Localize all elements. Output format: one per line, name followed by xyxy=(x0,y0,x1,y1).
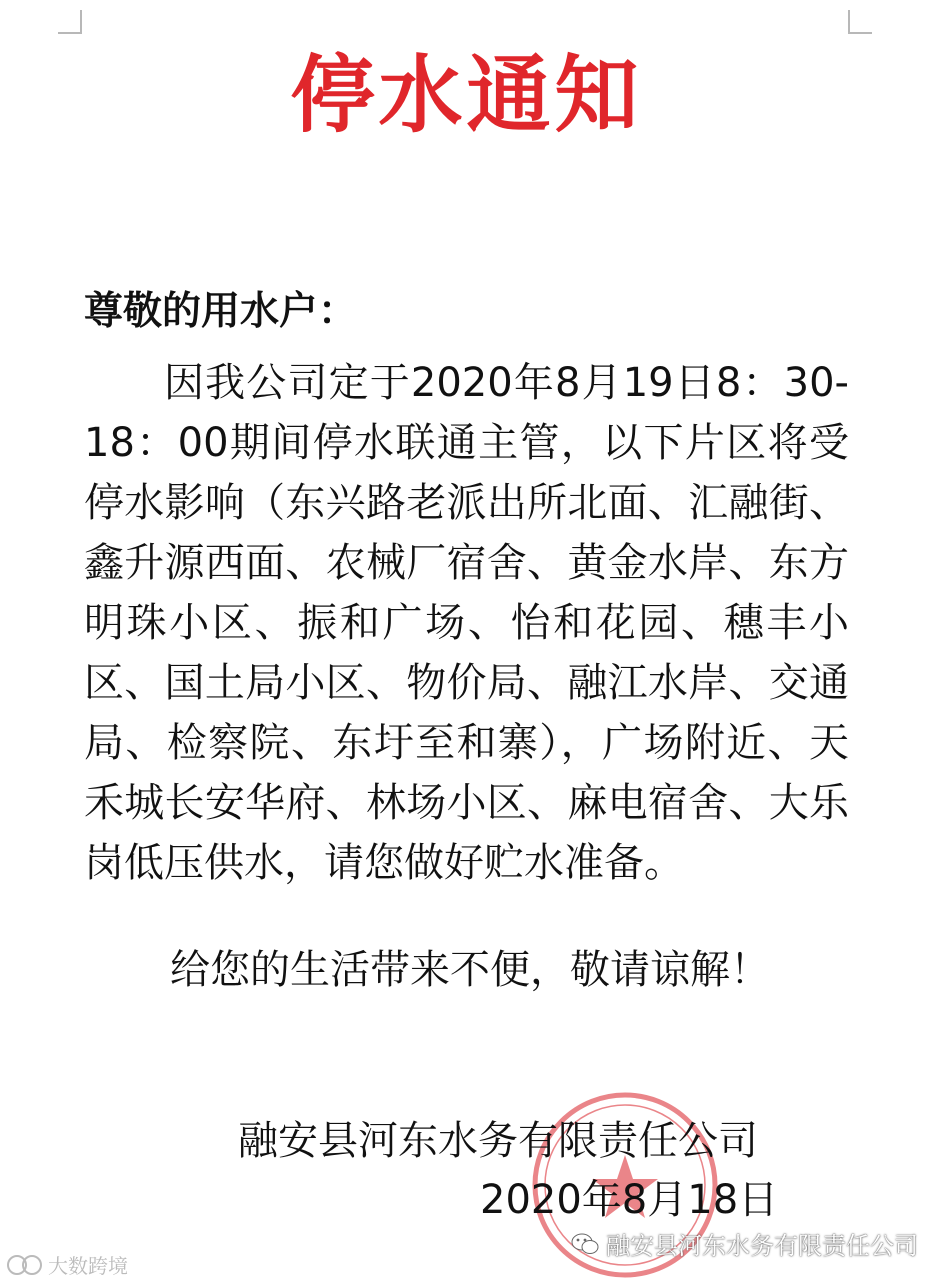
chat-bubbles-icon xyxy=(6,1254,44,1276)
page-corner-mark-left xyxy=(58,10,82,34)
wechat-icon xyxy=(570,1231,600,1257)
page-corner-mark-right xyxy=(848,10,872,34)
notice-title: 停水通知 xyxy=(290,46,643,144)
watermark-left-text: 大数跨境 xyxy=(48,1254,128,1278)
notice-body: 因我公司定于2020年8月19日8：30-18：00期间停水联通主管，以下片区将受停水影响（东兴路老派出所北面、汇融街、鑫升源西面、农械厂宿舍、黄金水岸、东方明珠小区、振和广场、怡和花园、穗丰小区、国土局小区、物价局、融江水岸、交通局、检察院、东圩至和寨），广场附近、天禾城长安华府、林场小区、麻电宿舍、大乐岗低压供水，请您做好贮水准备。 xyxy=(84,360,849,886)
notice-greeting: 尊敬的用水户： xyxy=(84,289,358,334)
notice-date: 2020年8月18日 xyxy=(480,1177,779,1223)
company-signature: 融安县河东水务有限责任公司 xyxy=(238,1118,758,1164)
watermark-left xyxy=(6,1250,128,1279)
notice-closing: 给您的生活带来不便，敬请谅解！ xyxy=(170,947,770,993)
watermark-right xyxy=(570,1226,918,1261)
watermark-right-text: 融安县河东水务有限责任公司 xyxy=(606,1232,918,1260)
